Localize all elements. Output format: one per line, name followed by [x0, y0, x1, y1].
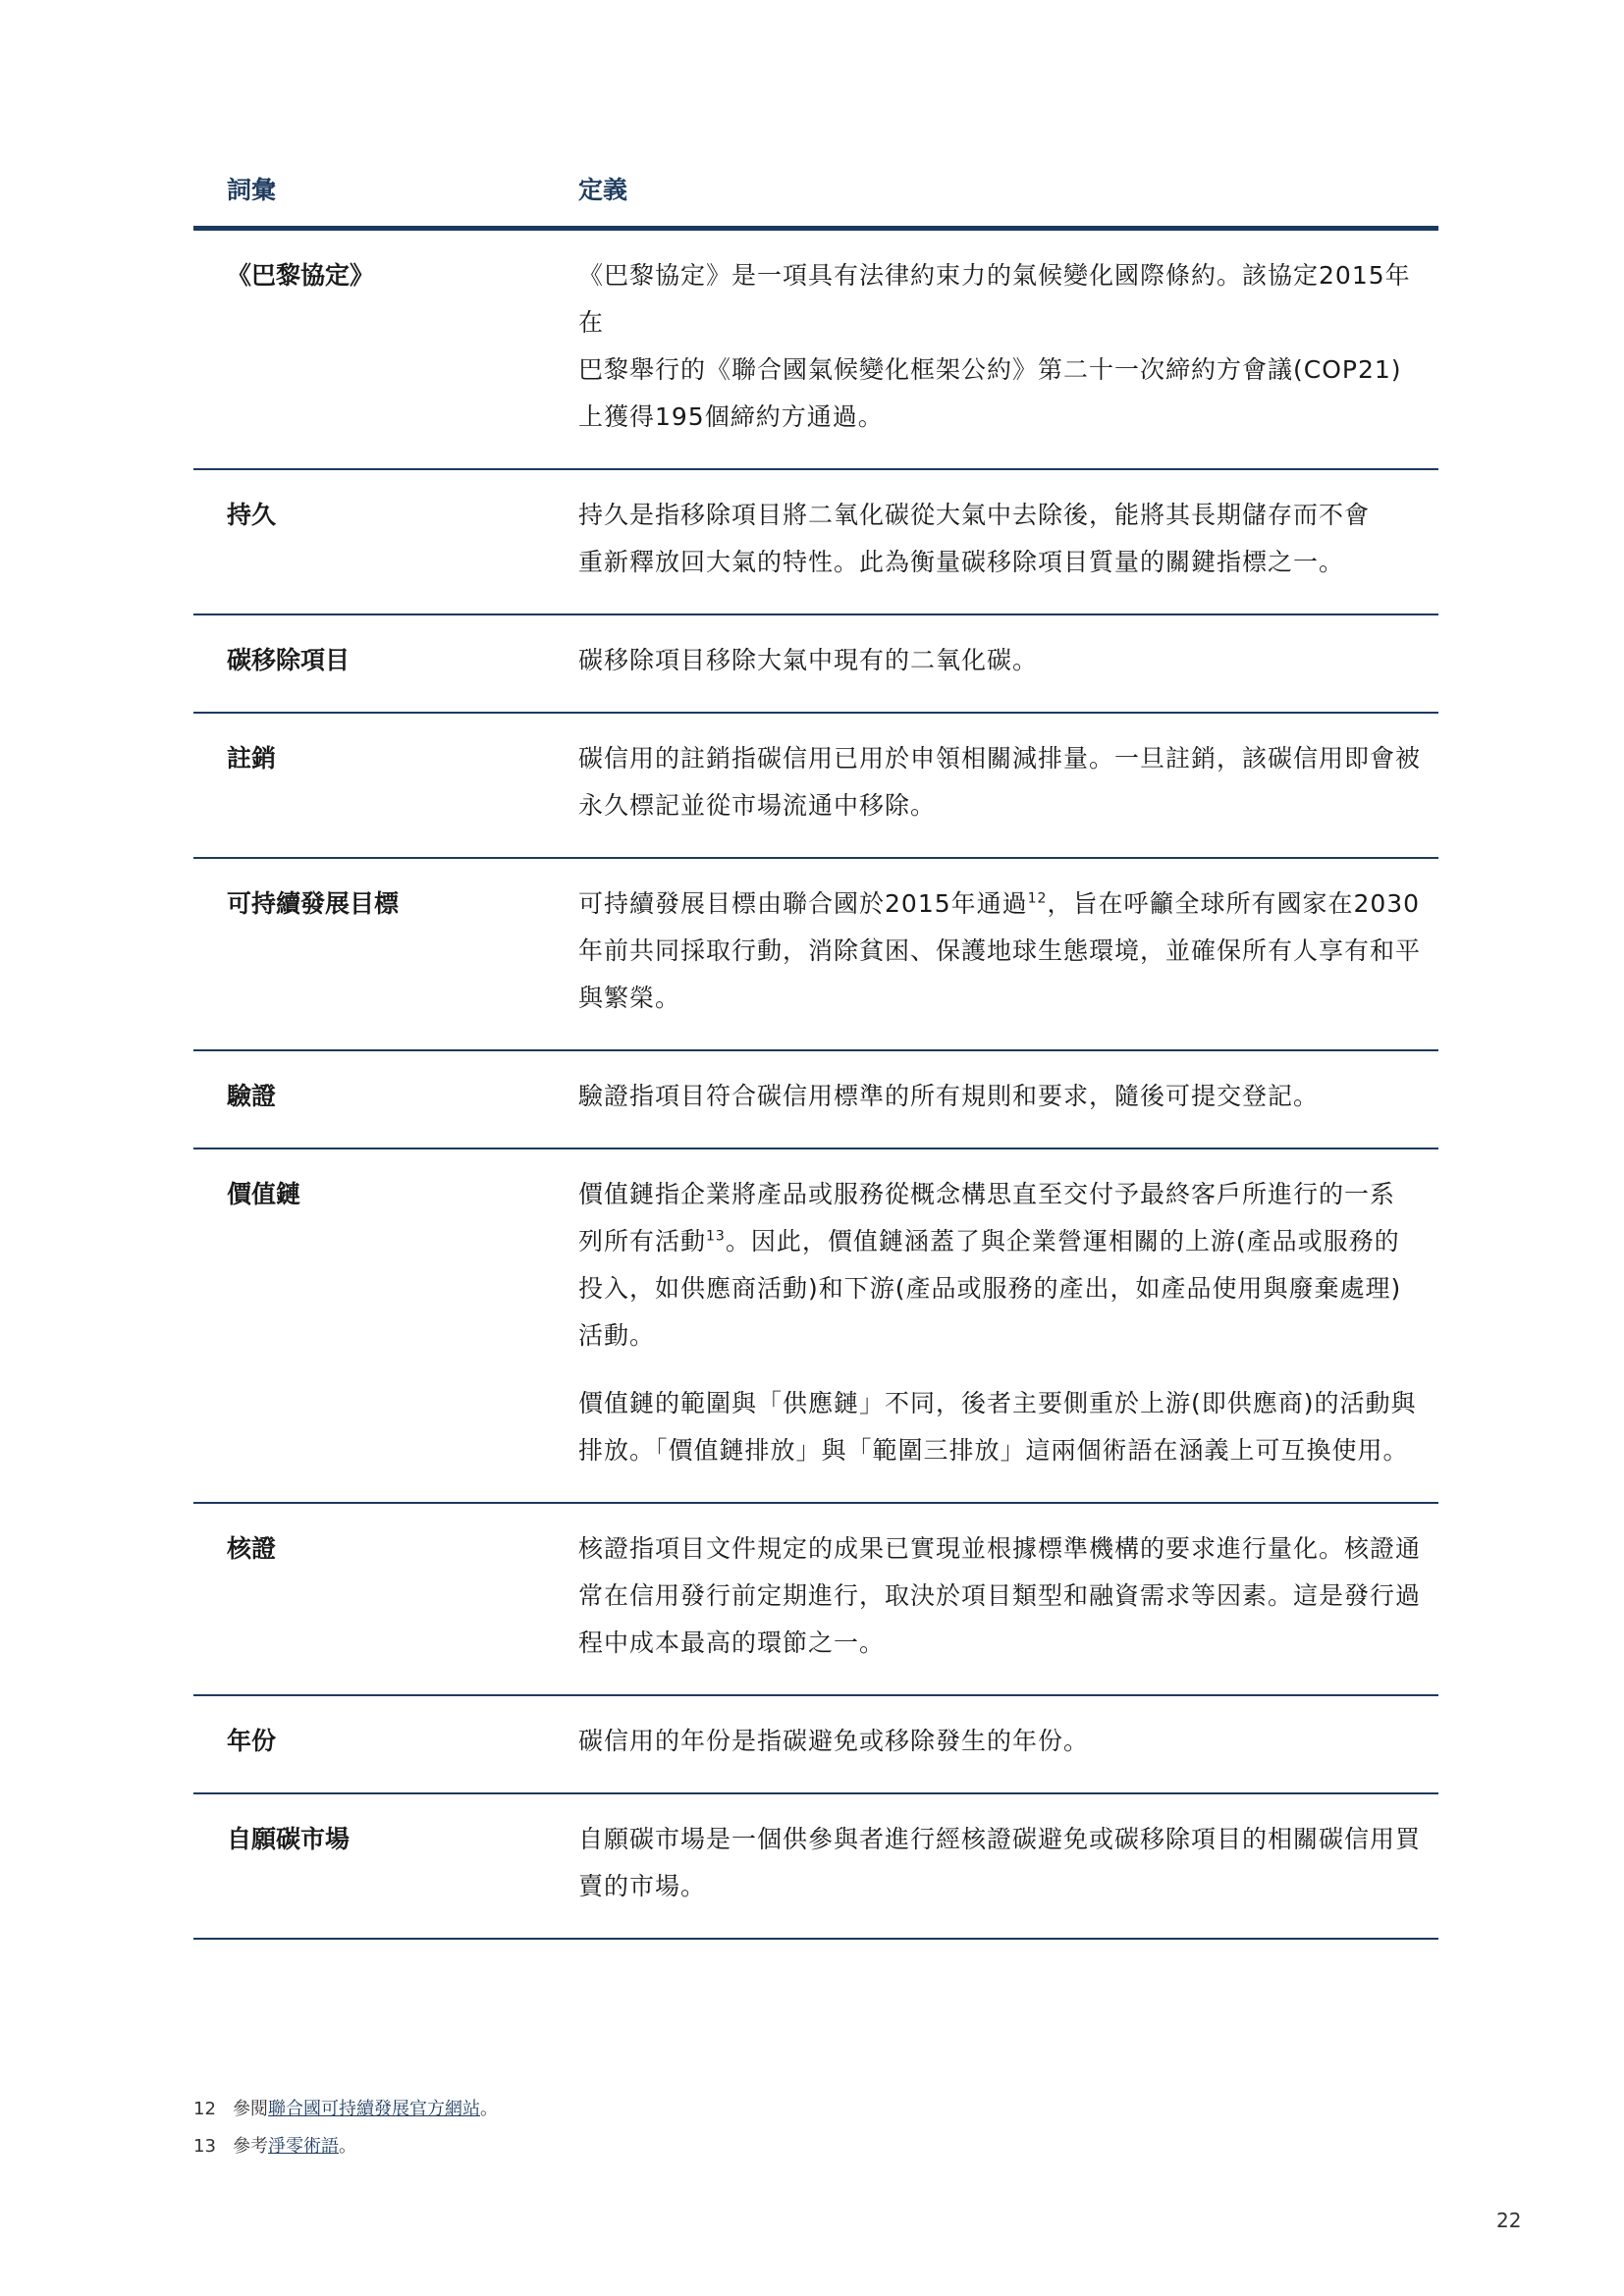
header-definition: 定義	[578, 176, 628, 204]
definition-text: ，旨在呼籲全球所有國家在2030	[1047, 889, 1421, 918]
definition-line: 年前共同採取行動，消除貧困、保護地球生態環境，並確保所有人享有和平	[578, 936, 1422, 965]
page-number: 22	[1496, 2209, 1522, 2232]
definition-cell	[578, 735, 1431, 829]
definition-cell	[578, 1816, 1431, 1910]
table-row	[193, 470, 1438, 615]
definition-line: 活動。	[578, 1321, 656, 1350]
table-row	[193, 1794, 1438, 1940]
footnote-prefix: 參考	[233, 2136, 268, 2157]
footnote-link[interactable]: 聯合國可持續發展官方網站	[268, 2099, 480, 2119]
table-header	[193, 147, 1438, 231]
definition-line: 核證指項目文件規定的成果已實現並根據標準機構的要求進行量化。核證通	[578, 1534, 1422, 1563]
definition-line	[578, 1218, 1431, 1265]
term-cell: 碳移除項目	[227, 646, 351, 674]
term-cell: 自願碳市場	[227, 1825, 351, 1853]
definition-line: 碳信用的年份是指碳避免或移除發生的年份。	[578, 1727, 1090, 1755]
term-cell: 驗證	[227, 1082, 277, 1110]
glossary-table	[193, 147, 1438, 1940]
definition-line: 自願碳市場是一個供參與者進行經核證碳避免或碳移除項目的相關碳信用買	[578, 1825, 1422, 1853]
definition-cell	[578, 1525, 1431, 1667]
definition-cell	[578, 1073, 1431, 1120]
definition-cell	[578, 1718, 1431, 1765]
definition-line: 投入，如供應商活動)和下游(產品或服務的產出，如產品使用與廢棄處理)	[578, 1274, 1402, 1303]
table-row	[193, 714, 1438, 859]
term-cell: 持久	[227, 501, 277, 529]
table-row	[193, 859, 1438, 1051]
term-cell: 註銷	[227, 744, 277, 773]
term-cell: 年份	[227, 1727, 277, 1755]
footnote-suffix: 。	[339, 2136, 356, 2157]
footnote-ref-12: 12	[1027, 890, 1048, 907]
definition-line: 驗證指項目符合碳信用標準的所有規則和要求，隨後可提交登記。	[578, 1082, 1320, 1110]
term-cell: 《巴黎協定》	[227, 261, 375, 290]
table-row	[193, 615, 1438, 714]
definition-cell	[578, 1171, 1431, 1474]
header-term: 詞彙	[227, 176, 277, 204]
footnote	[193, 2128, 498, 2165]
definition-line: 價值鏈的範圍與「供應鏈」不同，後者主要側重於上游(即供應商)的活動與	[578, 1389, 1417, 1417]
table-row	[193, 1149, 1438, 1504]
definition-cell	[578, 637, 1431, 684]
footnote-link[interactable]: 淨零術語	[268, 2136, 339, 2157]
definition-line: 碳信用的註銷指碳信用已用於申領相關減排量。一旦註銷，該碳信用即會被	[578, 744, 1422, 773]
table-row	[193, 1504, 1438, 1696]
table-row	[193, 231, 1438, 470]
definition-paragraph	[578, 1380, 1431, 1474]
footnote-number: 12	[193, 2099, 216, 2119]
term-cell: 價值鏈	[227, 1180, 301, 1208]
footnote-ref-13: 13	[706, 1228, 726, 1245]
definition-line: 巴黎舉行的《聯合國氣候變化框架公約》第二十一次締約方會議(COP21)	[578, 355, 1402, 384]
definition-line: 上獲得195個締約方通過。	[578, 402, 884, 431]
definition-cell	[578, 492, 1431, 586]
definition-text: 可持續發展目標由聯合國於2015年通過	[578, 889, 1028, 918]
table-row	[193, 1051, 1438, 1149]
footnote-suffix: 。	[480, 2099, 498, 2119]
definition-cell	[578, 881, 1431, 1022]
term-cell: 可持續發展目標	[227, 889, 400, 918]
definition-line	[578, 881, 1431, 928]
definition-cell	[578, 252, 1431, 441]
definition-line: 賣的市場。	[578, 1872, 707, 1900]
definition-line: 永久標記並從市場流通中移除。	[578, 791, 937, 820]
definition-text: 。因此，價值鏈涵蓋了與企業營運相關的上游(產品或服務的	[725, 1227, 1400, 1255]
definition-line: 持久是指移除項目將二氧化碳從大氣中去除後，能將其長期儲存而不會	[578, 501, 1371, 529]
definition-paragraph	[578, 1171, 1431, 1360]
footnote-number: 13	[193, 2136, 216, 2157]
definition-text: 列所有活動	[578, 1227, 707, 1255]
table-row	[193, 1696, 1438, 1794]
definition-line: 《巴黎協定》是一項具有法律約束力的氣候變化國際條約。該協定2015年在	[578, 261, 1411, 337]
definition-line: 程中成本最高的環節之一。	[578, 1629, 886, 1657]
footnote	[193, 2091, 498, 2128]
definition-line: 價值鏈指企業將產品或服務從概念構思直至交付予最終客戶所進行的一系	[578, 1180, 1396, 1208]
footnotes	[193, 2091, 498, 2165]
definition-line: 碳移除項目移除大氣中現有的二氧化碳。	[578, 646, 1039, 674]
term-cell: 核證	[227, 1534, 277, 1563]
definition-line: 常在信用發行前定期進行，取決於項目類型和融資需求等因素。這是發行過	[578, 1581, 1422, 1610]
definition-line: 與繁榮。	[578, 984, 681, 1012]
footnote-prefix: 參閱	[233, 2099, 268, 2119]
definition-line: 排放。「價值鏈排放」與「範圍三排放」這兩個術語在涵義上可互換使用。	[578, 1436, 1409, 1465]
definition-line: 重新釋放回大氣的特性。此為衡量碳移除項目質量的關鍵指標之一。	[578, 548, 1345, 576]
